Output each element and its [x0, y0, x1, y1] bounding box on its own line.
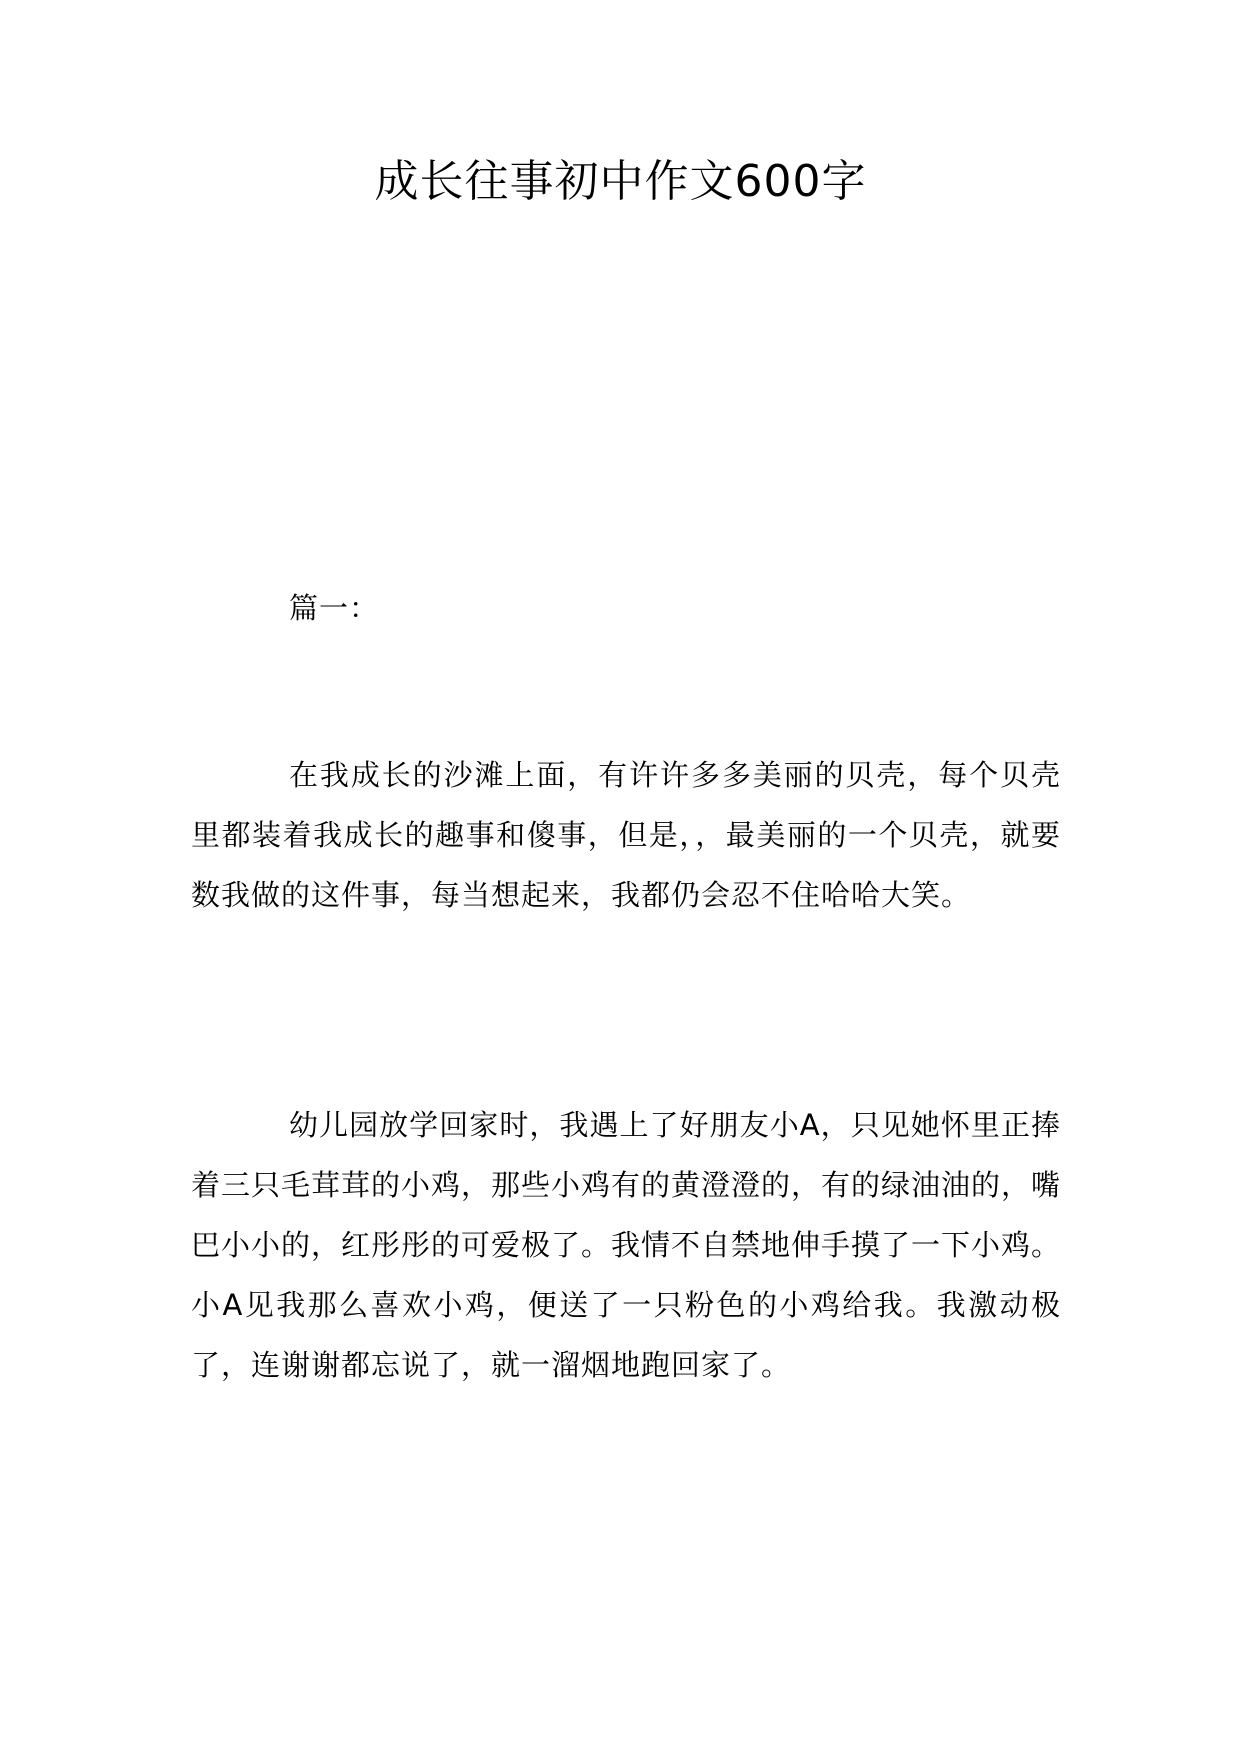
section-label: 篇一： — [289, 591, 380, 625]
paragraph: 幼儿园放学回家时，我遇上了好朋友小A，只见她怀里正捧着三只毛茸茸的小鸡，那些小鸡有的黄澄澄的，有的绿油油的，嘴巴小小的，红彤彤的可爱极了。我情不自禁地伸手摸了一下小鸡。小A见我那么喜欢小鸡，便送了一只粉色的小鸡给我。我激动极了，连谢谢都忘说了，就一溜烟地跑回家了。 — [191, 1108, 1062, 1382]
document-title: 成长往事初中作文600字 — [374, 156, 867, 207]
paragraph: 在我成长的沙滩上面，有许许多多美丽的贝壳，每个贝壳里都装着我成长的趣事和傻事，但是，，最美丽的一个贝壳，就要数我做的这件事，每当想起来，我都仍会忍不住哈哈大笑。 — [191, 758, 1061, 912]
